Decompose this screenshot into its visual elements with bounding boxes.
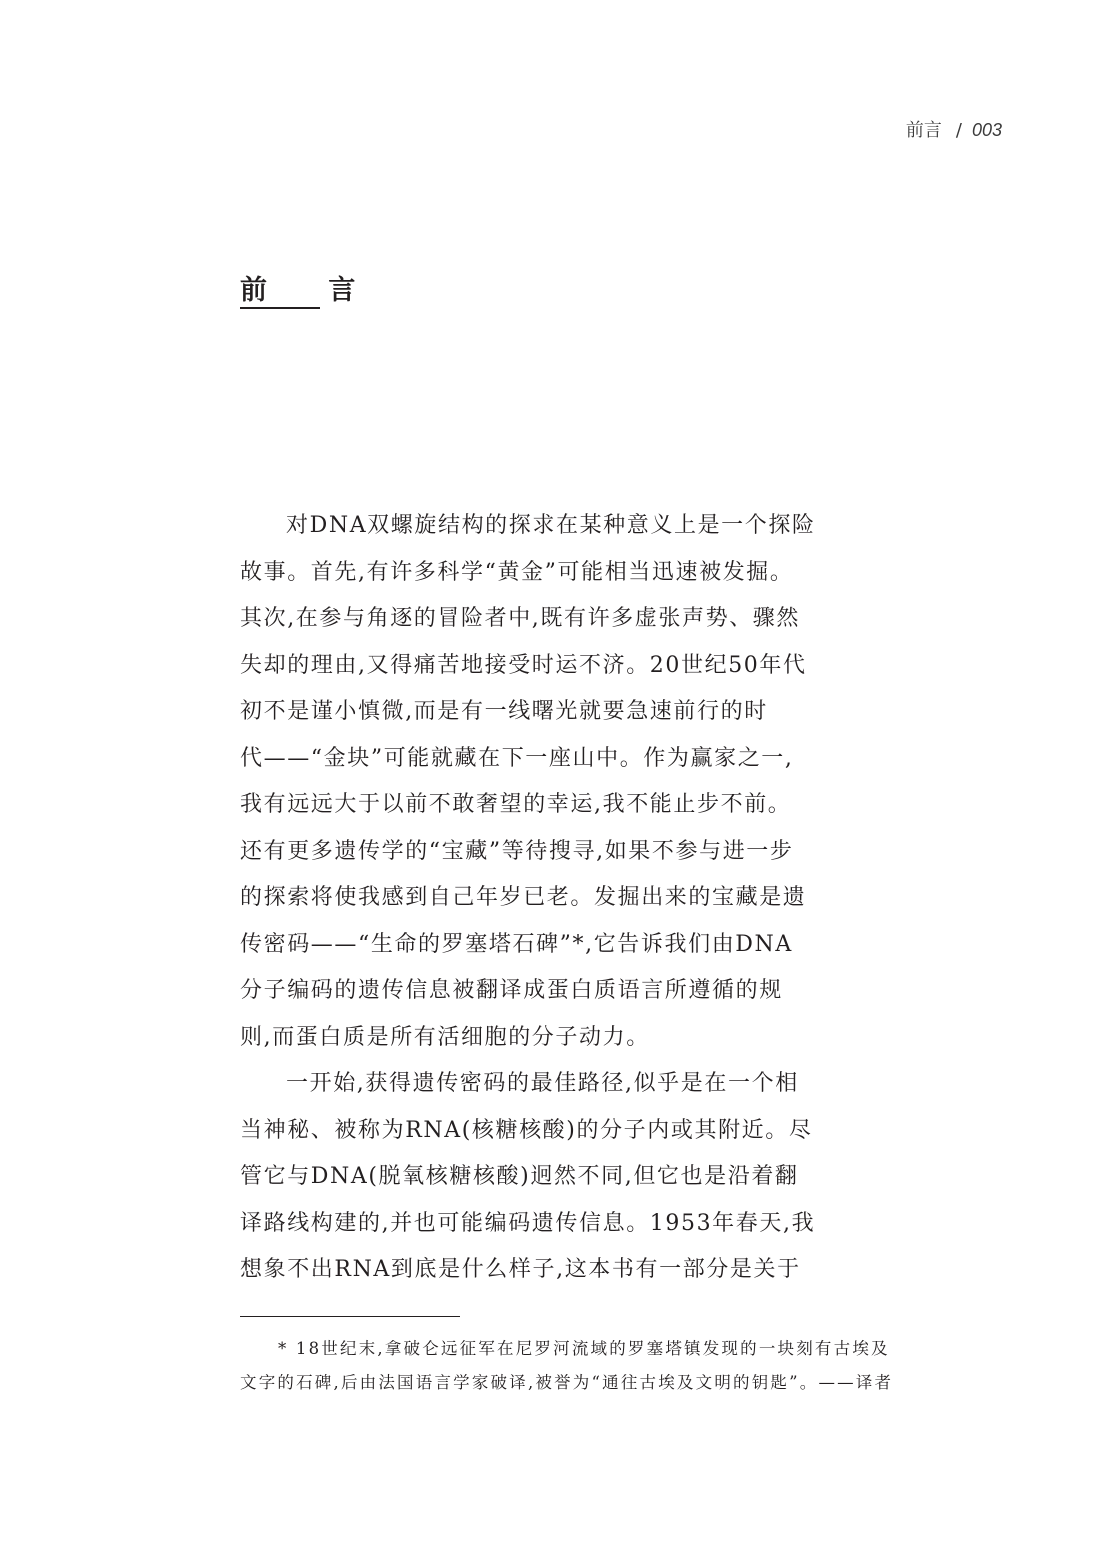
paragraph-line: 当神秘、被称为RNA(核糖核酸)的分子内或其附近。尽 [240,1117,813,1143]
paragraph-line: 对DNA双螺旋结构的探求在某种意义上是一个探险 [286,513,816,538]
paragraph-line: 则,而蛋白质是所有活细胞的分子动力。 [240,1024,650,1050]
paragraph-line: 代——“金块”可能就藏在下一座山中。作为赢家之一, [240,745,794,771]
footnote-line: 文字的石碑,后由法国语言学家破译,被誉为“通往古埃及文明的钥匙”。——译者 [240,1373,894,1392]
paragraph-line: 我有远远大于以前不敢奢望的幸运,我不能止步不前。 [240,792,792,817]
page-number: 003 [971,120,1002,140]
paragraph-line: 传密码——“生命的罗塞塔石碑”*,它告诉我们由DNA [240,931,793,957]
paragraph-line: 一开始,获得遗传密码的最佳路径,似乎是在一个相 [286,1071,799,1096]
footnote-divider [240,1316,460,1317]
header-section-title: 前言 [905,120,942,141]
running-header [906,116,1002,142]
paragraph-line: 分子编码的遗传信息被翻译成蛋白质语言所遵循的规 [240,978,783,1003]
paragraph-line: 还有更多遗传学的“宝藏”等待搜寻,如果不参与进一步 [240,838,794,864]
paragraph-line: 的探索将使我感到自己年岁已老。发掘出来的宝藏是遗 [240,885,807,910]
header-separator: / [955,120,962,141]
paragraph-line: 想象不出RNA到底是什么样子,这本书有一部分是关于 [240,1257,801,1282]
footnote-line: * 18世纪末,拿破仑远征军在尼罗河流域的罗塞塔镇发现的一块刻有古埃及 [278,1339,890,1358]
chapter-title: 前 言 [240,275,382,306]
paragraph-line: 故事。首先,有许多科学“黄金”可能相当迅速被发掘。 [240,559,794,585]
paragraph-line: 失却的理由,又得痛苦地接受时运不济。20世纪50年代 [240,652,807,678]
paragraph-line: 译路线构建的,并也可能编码遗传信息。1953年春天,我 [240,1210,816,1236]
paragraph-line: 初不是谨小慎微,而是有一线曙光就要急速前行的时 [240,699,768,724]
paragraph-line: 管它与DNA(脱氧核糖核酸)迥然不同,但它也是沿着翻 [240,1164,799,1189]
paragraph-line: 其次,在参与角逐的冒险者中,既有许多虚张声势、骤然 [240,606,800,631]
body-text [240,503,816,1294]
footnote [240,1332,950,1400]
title-underline [240,307,320,309]
